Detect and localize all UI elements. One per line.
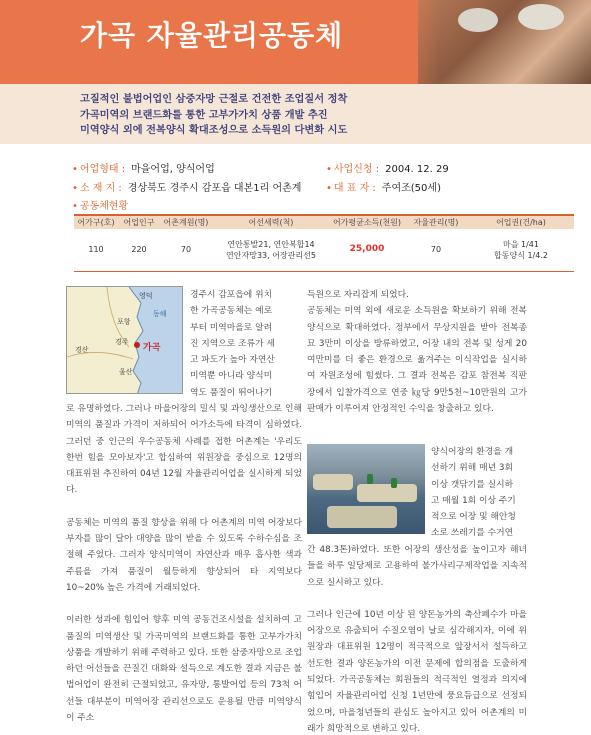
text-line: 진 지역으로 조류가 세 — [190, 338, 275, 349]
map-label: 경주 — [115, 338, 129, 346]
boat-shape — [327, 506, 397, 528]
rep-row — [326, 179, 441, 194]
text-line: 미역뿐 아니라 양식미 — [190, 371, 273, 382]
right-wrap-text — [431, 444, 531, 542]
header-photo — [418, 0, 591, 84]
table-row — [74, 229, 574, 271]
paragraph: 로 유명하였다. 그러나 마을어장의 밀식 및 과잉생산으로 인해 미역의 품질과 가격이 저하되어 어가소득에 타격이 심하였다. 그러던 중 인근의 우수공동체 사례를 접한 어촌계는 '우리도 한번 힘을 모아보자'고 합심하여 위원장을 중심으로 12명의 대표위원 추진하여 04년 12월 자율관리어업을 실시하게 되었다. — [66, 404, 302, 496]
table-header: 자율관리(명) — [404, 215, 468, 229]
boat-shape — [313, 474, 353, 490]
text-line: 이상 갯닦기를 실시하 — [431, 479, 514, 490]
table-header: 어가평균소득(천원) — [330, 215, 404, 229]
paragraph: 간 48.3톤)하였다. 또한 어장의 생산성을 높이고자 해녀들을 하루 일당제로 고용하여 불가사리구제작업을 지속적으로 실시하고 있다. — [307, 545, 527, 588]
paragraph: 이러한 성과에 힘입어 향후 미역 공동건조시설을 설치하여 고품질의 미역생산 및 가곡미역의 브랜드화를 통한 고부가가치 상품을 개발하기 위해 주력하고 있다. 또한 삼중자망으로 조업하던 어선들을 끈질긴 대화와 설득으로 계도한 결과 지금은 불법어업이 완전히 근절되었고, 유자망, 통발어업 등의 73척 어선들 대부분이 미역어장 관리선으로도 운용될 만큼 미역양식이 주소 — [66, 615, 302, 724]
text-line: 소로 쓰레기를 수거연 — [431, 528, 514, 539]
map-label: 동해 — [153, 310, 167, 318]
text-line: 한 가곡공동체는 예로 — [190, 306, 273, 317]
date-value: 2004. 12. 29 — [385, 164, 449, 175]
rights-cell — [468, 229, 574, 271]
date-label: • 사업신청 : — [326, 164, 380, 175]
table-header-row — [74, 215, 574, 229]
summary-line: 고질적인 불법어업인 삼중자망 근절로 건전한 조업질서 정착 — [80, 94, 348, 105]
rep-value: 주여조(50세) — [381, 183, 441, 194]
text-line: 역도 품질이 뛰어나기 — [190, 387, 273, 398]
left-column — [66, 401, 302, 735]
summary-line: 미역양식 외에 전복양식 확대조성으로 소득원의 다변화 시도 — [80, 125, 348, 136]
page-title: 가곡 자율관리공동체 — [80, 19, 344, 52]
right-column-bottom — [307, 542, 527, 735]
table-header: 어가구(호) — [74, 215, 118, 229]
status-table — [74, 214, 574, 272]
address-row — [72, 179, 301, 194]
rights-line: 마을 1/41 — [503, 239, 539, 249]
map-label: 경산 — [75, 346, 89, 354]
person-shape — [367, 474, 373, 484]
income-cell: 25,000 — [330, 229, 404, 271]
person-shape — [391, 478, 397, 488]
text-line: 부터 미역마을로 알려 — [190, 322, 273, 333]
text-line: 양식어장의 환경을 개 — [431, 447, 514, 457]
location-map — [66, 286, 183, 394]
text-line: 고 파도가 높아 자연산 — [190, 355, 275, 366]
table-header: 어업권(건/ha) — [468, 215, 574, 229]
header-photo-fade — [360, 0, 440, 84]
fishery-type-row — [72, 160, 215, 175]
map-label-target: 가곡 — [143, 343, 161, 353]
paragraph: 득원으로 자리잡게 되었다. — [307, 290, 409, 300]
address-label: • 소 재 지 : — [72, 183, 122, 194]
text-line: 적으로 어장 및 해안청 — [431, 512, 516, 523]
left-wrap-text — [190, 287, 302, 401]
text-line: 고 매월 1회 이상 주기 — [431, 495, 516, 506]
paragraph: 그러나 인근에 10년 이상 된 양돈농가의 축산폐수가 마을어장으로 유출되어 수질오염이 날로 심각해지자, 이에 위원장과 대표위원 12명이 적극적으로 앞장서서 설득하고 선도한 결과 양돈농가의 이전 문제에 합의점을 도출하게 되었다. 가곡공동체는 회원들의 적극적인 열정과 의지에 힘입어 자율관리어업 신청 1년만에 풍요듬급으로 선정되었으며, 마을청년들의 관심도 높아지고 있어 어촌계의 미래가 희망적으로 변하고 있다. — [307, 609, 527, 734]
map-label: 영덕 — [139, 292, 153, 300]
vessels-line: 연안자망33, 어장관리선5 — [226, 250, 316, 260]
map-label: 포항 — [117, 318, 131, 326]
rep-label: • 대 표 자 : — [326, 183, 376, 194]
members-cell: 70 — [160, 229, 212, 271]
vessels-line: 연안통발21, 연안복합14 — [227, 239, 315, 249]
autonomous-cell: 70 — [404, 229, 468, 271]
households-cell: 110 — [74, 229, 118, 271]
paragraph: 공동체는 미역 외에 새로운 소득원을 확보하기 위해 전복양식으로 확대하였다. 정부에서 무상지원을 받아 전복종묘 3만미 이상을 방류하였고, 어장 내의 전복 및 성게 20여만미를 더 좋은 환경으로 옮겨주는 이식작업을 실시하여 자원조성에 힘썼다. 그 결과 전복은 감포 참전복 직판장에서 입찰가격으로 연중 ㎏당 9만5천~10만원의 고가판매가 이루어져 안정적인 수익을 창출하고 있다. — [307, 306, 527, 415]
vessels-cell — [212, 229, 330, 271]
summary-box — [0, 84, 591, 144]
rights-line: 합동양식 1/4.2 — [494, 250, 548, 260]
status-row — [72, 197, 128, 212]
boat-shape — [357, 484, 417, 502]
address-value: 경상북도 경주시 감포읍 대본1리 어촌계 — [127, 183, 302, 194]
text-line: 선하기 위해 매년 3회 — [431, 463, 513, 474]
date-row — [326, 160, 449, 175]
map-label: 울산 — [119, 368, 133, 376]
table-header: 어촌계원(명) — [160, 215, 212, 229]
table-header: 어선세력(척) — [212, 215, 330, 229]
text-line: 경주시 감포읍에 위치 — [190, 290, 273, 300]
paragraph: 공동체는 미역의 품질 향상을 위해 다 어촌계의 미역 어장보다 부자를 많이 달아 대양을 많이 받을 수 있도록 수하수심을 조절해 주었다. 그러자 양식미역이 자연산과 매우 흡사한 색과 주름을 가져 품질이 월등하게 향상되어 타 지역보다 10~20% 높은 가격에 거래되었다. — [66, 517, 302, 593]
table-header: 어업인구 — [118, 215, 160, 229]
population-cell: 220 — [118, 229, 160, 271]
fishery-type-label: • 어업형태 : — [72, 164, 126, 175]
fishery-type-value: 마을어업, 양식어업 — [131, 164, 215, 175]
status-label: • 공동체현황 — [72, 201, 129, 212]
right-column-top — [307, 287, 527, 417]
page-header — [0, 0, 591, 84]
cleanup-photo — [307, 444, 425, 534]
summary-line: 가곡미역의 브랜드화를 통한 고부가가치 상품 개발 추진 — [80, 109, 328, 121]
